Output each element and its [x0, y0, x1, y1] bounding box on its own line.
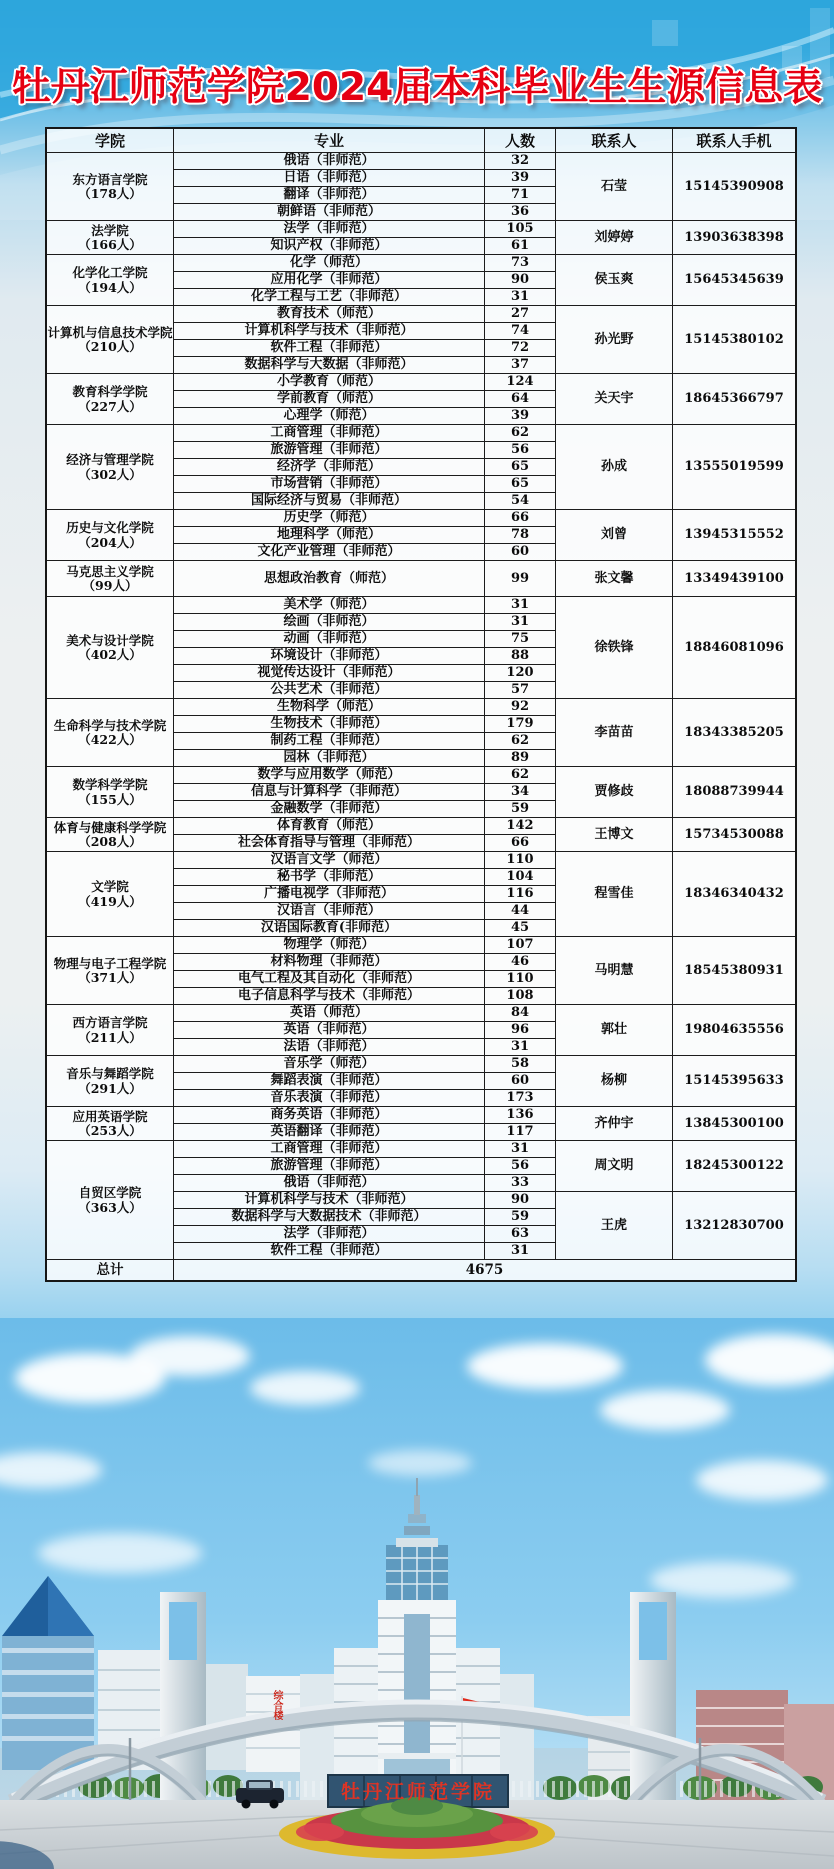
major-cell: 地理科学（师范）	[174, 527, 485, 544]
major-cell: 旅游管理（非师范）	[174, 442, 485, 459]
count-cell: 110	[485, 852, 556, 869]
contact-cell: 马明慧	[556, 937, 673, 1005]
count-cell: 71	[485, 187, 556, 204]
count-cell: 65	[485, 459, 556, 476]
count-cell: 56	[485, 1158, 556, 1175]
major-cell: 金融数学（非师范）	[174, 801, 485, 818]
count-cell: 92	[485, 699, 556, 716]
college-cell: 数学科学学院 （155人）	[46, 767, 174, 818]
major-cell: 计算机科学与技术（非师范）	[174, 323, 485, 340]
contact-cell: 齐仲宇	[556, 1107, 673, 1141]
count-cell: 31	[485, 597, 556, 614]
college-cell: 教育科学学院 （227人）	[46, 374, 174, 425]
major-cell: 生物科学（师范）	[174, 699, 485, 716]
count-cell: 63	[485, 1226, 556, 1243]
contact-cell: 刘曾	[556, 510, 673, 561]
count-cell: 173	[485, 1090, 556, 1107]
major-cell: 绘画（非师范）	[174, 614, 485, 631]
count-cell: 33	[485, 1175, 556, 1192]
table-row	[46, 767, 796, 784]
count-cell: 27	[485, 306, 556, 323]
count-cell: 56	[485, 442, 556, 459]
major-cell: 日语（非师范）	[174, 170, 485, 187]
count-cell: 59	[485, 1209, 556, 1226]
count-cell: 64	[485, 391, 556, 408]
column-header: 学院	[46, 128, 174, 153]
contact-cell: 孙成	[556, 425, 673, 510]
college-cell: 生命科学与技术学院 （422人）	[46, 699, 174, 767]
count-cell: 84	[485, 1005, 556, 1022]
phone-cell: 18645366797	[673, 374, 797, 425]
count-cell: 65	[485, 476, 556, 493]
major-cell: 生物技术（非师范）	[174, 716, 485, 733]
major-cell: 体育教育（师范）	[174, 818, 485, 835]
count-cell: 31	[485, 289, 556, 306]
major-cell: 翻译（非师范）	[174, 187, 485, 204]
count-cell: 110	[485, 971, 556, 988]
major-cell: 俄语（非师范）	[174, 153, 485, 170]
count-cell: 58	[485, 1056, 556, 1073]
contact-cell: 杨柳	[556, 1056, 673, 1107]
major-cell: 社会体育指导与管理（非师范）	[174, 835, 485, 852]
phone-cell: 13555019599	[673, 425, 797, 510]
phone-cell: 15645345639	[673, 255, 797, 306]
major-cell: 秘书学（非师范）	[174, 869, 485, 886]
major-cell: 历史学（师范）	[174, 510, 485, 527]
major-cell: 知识产权（非师范）	[174, 238, 485, 255]
college-cell: 西方语言学院 （211人）	[46, 1005, 174, 1056]
count-cell: 66	[485, 510, 556, 527]
count-cell: 34	[485, 784, 556, 801]
major-cell: 教育技术（师范）	[174, 306, 485, 323]
count-cell: 105	[485, 221, 556, 238]
count-cell: 90	[485, 1192, 556, 1209]
column-header: 联系人	[556, 128, 673, 153]
table-row	[46, 425, 796, 442]
count-cell: 89	[485, 750, 556, 767]
major-cell: 俄语（非师范）	[174, 1175, 485, 1192]
count-cell: 62	[485, 425, 556, 442]
college-cell: 音乐与舞蹈学院 （291人）	[46, 1056, 174, 1107]
major-cell: 思想政治教育（师范）	[174, 561, 485, 597]
count-cell: 31	[485, 1039, 556, 1056]
count-cell: 73	[485, 255, 556, 272]
count-cell: 107	[485, 937, 556, 954]
major-cell: 旅游管理（非师范）	[174, 1158, 485, 1175]
table-row	[46, 852, 796, 869]
phone-cell: 15145395633	[673, 1056, 797, 1107]
contact-cell: 周文明	[556, 1141, 673, 1192]
count-cell: 60	[485, 1073, 556, 1090]
major-cell: 化学（师范）	[174, 255, 485, 272]
graduates-table	[45, 127, 797, 1282]
major-cell: 材料物理（非师范）	[174, 954, 485, 971]
college-cell: 文学院 （419人）	[46, 852, 174, 937]
contact-cell: 郭壮	[556, 1005, 673, 1056]
major-cell: 英语（非师范）	[174, 1022, 485, 1039]
college-cell: 计算机与信息技术学院 （210人）	[46, 306, 174, 374]
gate-sign-text: 牡丹江师范学院	[340, 1781, 495, 1803]
major-cell: 英语（师范）	[174, 1005, 485, 1022]
phone-cell: 13845300100	[673, 1107, 797, 1141]
major-cell: 汉语言文学（师范）	[174, 852, 485, 869]
college-cell: 自贸区学院 （363人）	[46, 1141, 174, 1260]
table-row	[46, 561, 796, 597]
major-cell: 数据科学与大数据（非师范）	[174, 357, 485, 374]
count-cell: 104	[485, 869, 556, 886]
major-cell: 数学与应用数学（师范）	[174, 767, 485, 784]
contact-cell: 石莹	[556, 153, 673, 221]
major-cell: 化学工程与工艺（非师范）	[174, 289, 485, 306]
major-cell: 商务英语（非师范）	[174, 1107, 485, 1124]
major-cell: 汉语国际教育(非师范）	[174, 920, 485, 937]
count-cell: 136	[485, 1107, 556, 1124]
table-row	[46, 1107, 796, 1124]
major-cell: 工商管理（非师范）	[174, 425, 485, 442]
major-cell: 经济学（非师范）	[174, 459, 485, 476]
contact-cell: 孙光野	[556, 306, 673, 374]
college-cell: 应用英语学院 （253人）	[46, 1107, 174, 1141]
count-cell: 61	[485, 238, 556, 255]
contact-cell: 刘婷婷	[556, 221, 673, 255]
major-cell: 计算机科学与技术（非师范）	[174, 1192, 485, 1209]
major-cell: 法学（非师范）	[174, 1226, 485, 1243]
table-header-row	[46, 128, 796, 153]
count-cell: 62	[485, 733, 556, 750]
phone-cell: 13349439100	[673, 561, 797, 597]
phone-cell: 13945315552	[673, 510, 797, 561]
table-row	[46, 255, 796, 272]
major-cell: 工商管理（非师范）	[174, 1141, 485, 1158]
count-cell: 116	[485, 886, 556, 903]
count-cell: 37	[485, 357, 556, 374]
table-row	[46, 374, 796, 391]
phone-cell: 19804635556	[673, 1005, 797, 1056]
major-cell: 汉语言（非师范）	[174, 903, 485, 920]
college-cell: 美术与设计学院 （402人）	[46, 597, 174, 699]
major-cell: 软件工程（非师范）	[174, 1243, 485, 1260]
major-cell: 舞蹈表演（非师范）	[174, 1073, 485, 1090]
contact-cell: 贾修歧	[556, 767, 673, 818]
count-cell: 99	[485, 561, 556, 597]
phone-cell: 13903638398	[673, 221, 797, 255]
column-header: 人数	[485, 128, 556, 153]
college-cell: 东方语言学院 （178人）	[46, 153, 174, 221]
count-cell: 88	[485, 648, 556, 665]
major-cell: 公共艺术（非师范）	[174, 682, 485, 699]
total-row	[46, 1260, 796, 1282]
count-cell: 108	[485, 988, 556, 1005]
contact-cell: 王博文	[556, 818, 673, 852]
major-cell: 小学教育（师范）	[174, 374, 485, 391]
contact-cell: 徐铁锋	[556, 597, 673, 699]
table-row	[46, 153, 796, 170]
contact-cell: 程雪佳	[556, 852, 673, 937]
major-cell: 市场营销（非师范）	[174, 476, 485, 493]
phone-cell: 18245300122	[673, 1141, 797, 1192]
college-cell: 体育与健康科学学院 （208人）	[46, 818, 174, 852]
column-header: 联系人手机	[673, 128, 797, 153]
major-cell: 文化产业管理（非师范）	[174, 544, 485, 561]
count-cell: 45	[485, 920, 556, 937]
table-body	[46, 153, 796, 1282]
phone-cell: 13212830700	[673, 1192, 797, 1260]
major-cell: 动画（非师范）	[174, 631, 485, 648]
page-title: 牡丹江师范学院2024届本科毕业生生源信息表	[11, 65, 823, 110]
total-value-cell: 4675	[174, 1260, 797, 1282]
major-cell: 美术学（师范）	[174, 597, 485, 614]
count-cell: 66	[485, 835, 556, 852]
phone-cell: 15145380102	[673, 306, 797, 374]
count-cell: 31	[485, 614, 556, 631]
college-cell: 经济与管理学院 （302人）	[46, 425, 174, 510]
college-cell: 化学化工学院 （194人）	[46, 255, 174, 306]
major-cell: 数据科学与大数据技术（非师范）	[174, 1209, 485, 1226]
phone-cell: 18846081096	[673, 597, 797, 699]
count-cell: 39	[485, 408, 556, 425]
total-label-cell: 总计	[46, 1260, 174, 1282]
count-cell: 90	[485, 272, 556, 289]
contact-cell: 关天宇	[556, 374, 673, 425]
major-cell: 视觉传达设计（非师范）	[174, 665, 485, 682]
phone-cell: 15145390908	[673, 153, 797, 221]
table-row	[46, 699, 796, 716]
table-row	[46, 1141, 796, 1158]
count-cell: 44	[485, 903, 556, 920]
count-cell: 72	[485, 340, 556, 357]
table-row	[46, 1056, 796, 1073]
table-row	[46, 937, 796, 954]
count-cell: 78	[485, 527, 556, 544]
count-cell: 59	[485, 801, 556, 818]
table-row	[46, 306, 796, 323]
contact-cell: 李苗苗	[556, 699, 673, 767]
count-cell: 32	[485, 153, 556, 170]
major-cell: 信息与计算科学（非师范）	[174, 784, 485, 801]
contact-cell: 王虎	[556, 1192, 673, 1260]
major-cell: 音乐学（师范）	[174, 1056, 485, 1073]
major-cell: 心理学（师范）	[174, 408, 485, 425]
count-cell: 120	[485, 665, 556, 682]
count-cell: 142	[485, 818, 556, 835]
phone-cell: 15734530088	[673, 818, 797, 852]
count-cell: 36	[485, 204, 556, 221]
phone-cell: 18545380931	[673, 937, 797, 1005]
count-cell: 60	[485, 544, 556, 561]
major-cell: 环境设计（非师范）	[174, 648, 485, 665]
table-row	[46, 1005, 796, 1022]
major-cell: 国际经济与贸易（非师范）	[174, 493, 485, 510]
college-cell: 历史与文化学院 （204人）	[46, 510, 174, 561]
count-cell: 62	[485, 767, 556, 784]
major-cell: 园林（非师范）	[174, 750, 485, 767]
count-cell: 74	[485, 323, 556, 340]
major-cell: 朝鲜语（非师范）	[174, 204, 485, 221]
phone-cell: 18088739944	[673, 767, 797, 818]
table-row	[46, 818, 796, 835]
phone-cell: 18343385205	[673, 699, 797, 767]
building-sign-text: 综合楼	[271, 1690, 282, 1720]
major-cell: 软件工程（非师范）	[174, 340, 485, 357]
contact-cell: 张文馨	[556, 561, 673, 597]
count-cell: 124	[485, 374, 556, 391]
count-cell: 54	[485, 493, 556, 510]
college-cell: 马克思主义学院 （99人）	[46, 561, 174, 597]
major-cell: 学前教育（师范）	[174, 391, 485, 408]
count-cell: 117	[485, 1124, 556, 1141]
count-cell: 75	[485, 631, 556, 648]
major-cell: 法学（非师范）	[174, 221, 485, 238]
major-cell: 物理学（师范）	[174, 937, 485, 954]
count-cell: 31	[485, 1141, 556, 1158]
contact-cell: 侯玉爽	[556, 255, 673, 306]
major-cell: 电气工程及其自动化（非师范）	[174, 971, 485, 988]
college-cell: 物理与电子工程学院 （371人）	[46, 937, 174, 1005]
major-cell: 音乐表演（非师范）	[174, 1090, 485, 1107]
count-cell: 179	[485, 716, 556, 733]
major-cell: 广播电视学（非师范）	[174, 886, 485, 903]
count-cell: 46	[485, 954, 556, 971]
major-cell: 电子信息科学与技术（非师范）	[174, 988, 485, 1005]
count-cell: 39	[485, 170, 556, 187]
count-cell: 31	[485, 1243, 556, 1260]
phone-cell: 18346340432	[673, 852, 797, 937]
table-row	[46, 510, 796, 527]
column-header: 专业	[174, 128, 485, 153]
college-cell: 法学院 （166人）	[46, 221, 174, 255]
major-cell: 英语翻译（非师范）	[174, 1124, 485, 1141]
major-cell: 应用化学（非师范）	[174, 272, 485, 289]
count-cell: 57	[485, 682, 556, 699]
table-row	[46, 597, 796, 614]
count-cell: 96	[485, 1022, 556, 1039]
major-cell: 制药工程（非师范）	[174, 733, 485, 750]
table-row	[46, 221, 796, 238]
major-cell: 法语（非师范）	[174, 1039, 485, 1056]
